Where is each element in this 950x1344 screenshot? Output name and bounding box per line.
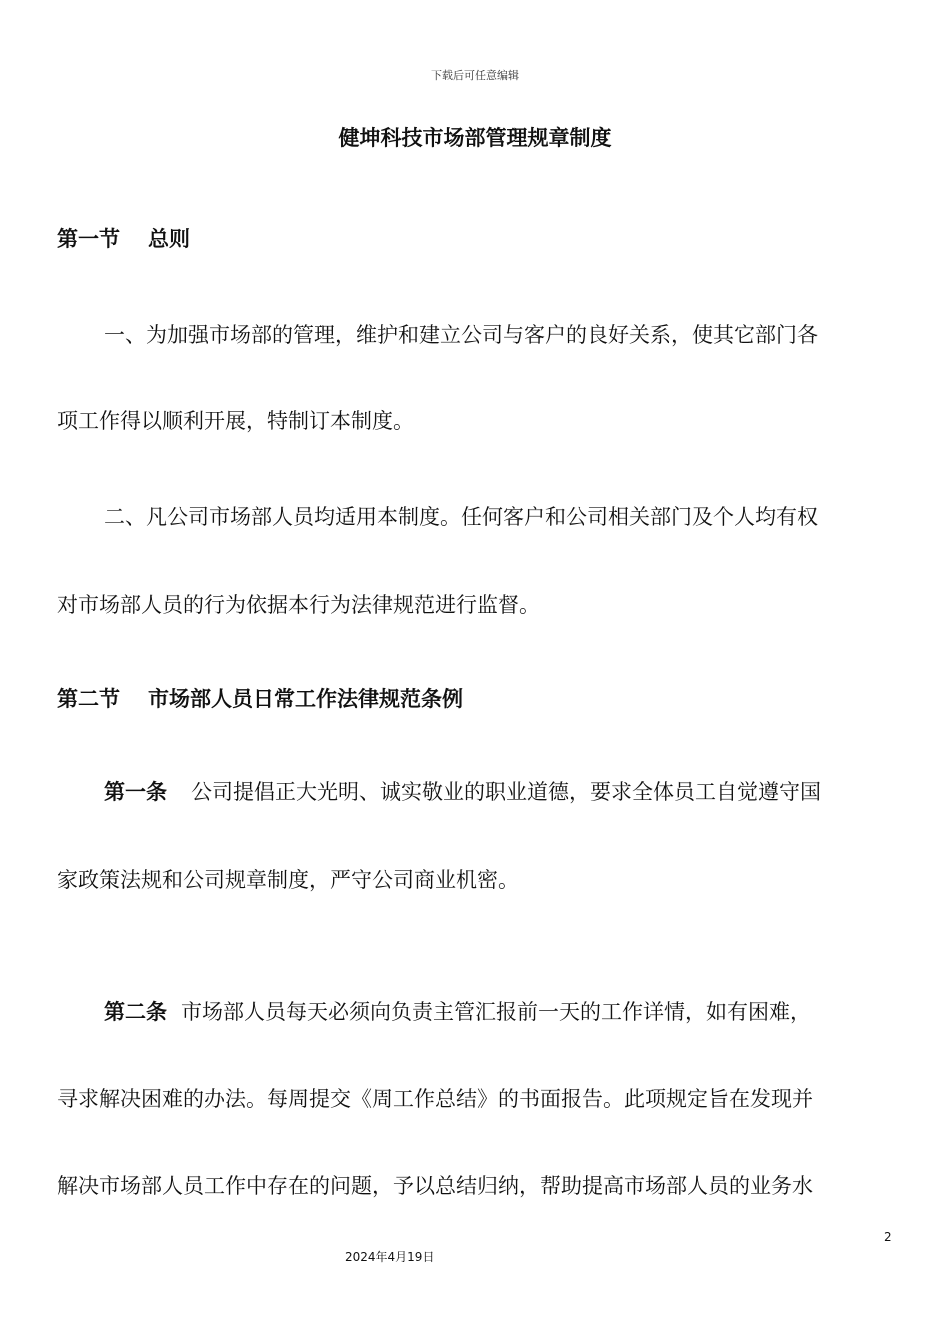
paragraph-line: 项工作得以顺利开展，特制订本制度。 (57, 409, 414, 433)
article-1-line (104, 776, 821, 806)
document-title: 健坤科技市场部管理规章制度 (338, 126, 612, 150)
section-number: 第一节 (57, 227, 120, 251)
paragraph-line: 一、为加强市场部的管理，维护和建立公司与客户的良好关系，使其它部门各 (104, 323, 818, 347)
article-number: 第二条 (104, 1000, 167, 1024)
section-heading-1 (57, 223, 190, 253)
paragraph-line: 解决市场部人员工作中存在的问题，予以总结归纳，帮助提高市场部人员的业务水 (57, 1174, 813, 1198)
section-name: 总则 (148, 227, 190, 251)
paragraph-line: 家政策法规和公司规章制度，严守公司商业机密。 (57, 868, 519, 892)
page-number: 2 (884, 1230, 892, 1244)
section-name: 市场部人员日常工作法律规范条例 (148, 687, 463, 711)
paragraph-line: 寻求解决困难的办法。每周提交《周工作总结》的书面报告。此项规定旨在发现并 (57, 1087, 813, 1111)
article-text: 公司提倡正大光明、诚实敬业的职业道德，要求全体员工自觉遵守国 (191, 780, 821, 804)
article-number: 第一条 (104, 780, 167, 804)
paragraph-line: 对市场部人员的行为依据本行为法律规范进行监督。 (57, 593, 540, 617)
article-text: 市场部人员每天必须向负责主管汇报前一天的工作详情，如有困难， (181, 1000, 811, 1024)
section-number: 第二节 (57, 687, 120, 711)
article-2-line (104, 996, 811, 1026)
paragraph-line: 二、凡公司市场部人员均适用本制度。任何客户和公司相关部门及个人均有权 (104, 505, 818, 529)
footer-date: 2024年4月19日 (345, 1250, 435, 1264)
section-heading-2 (57, 683, 463, 713)
header-note: 下载后可任意编辑 (431, 69, 519, 82)
